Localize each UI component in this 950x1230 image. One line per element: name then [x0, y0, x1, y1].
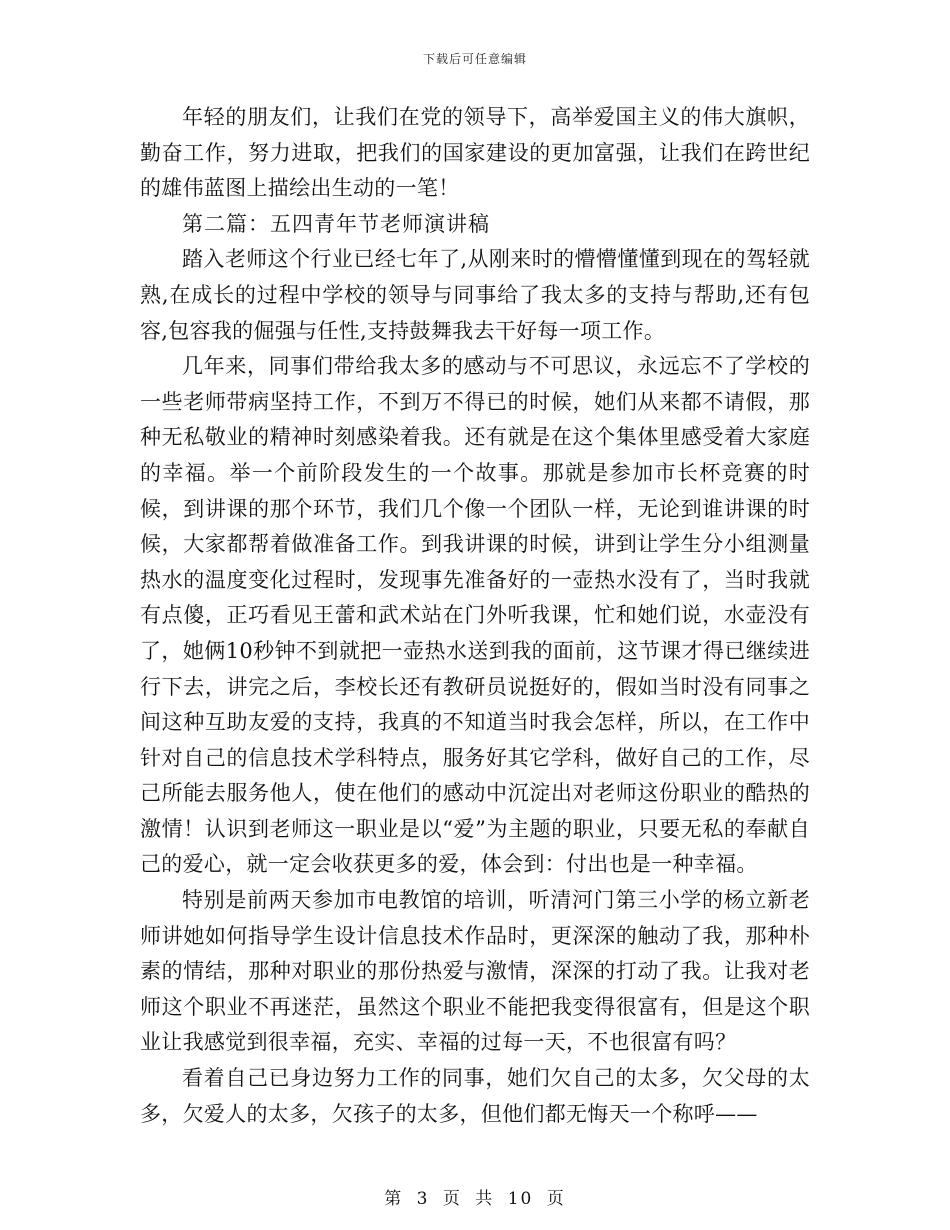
page-header: 下载后可任意编辑	[422, 52, 527, 66]
footer-page-number: 3	[416, 1189, 430, 1209]
footer-page-unit: 页	[442, 1189, 462, 1209]
footer-total-word: 共	[475, 1189, 495, 1209]
section-heading: 第二篇：五四青年节老师演讲稿	[182, 211, 490, 236]
footer-suffix: 页	[546, 1189, 566, 1209]
paragraph: 几年来，同事们带给我太多的感动与不可思议，永远忘不了学校的一些老师带病坚持工作，不到万不得已的时候，她们从来都不请假，那种无私敬业的精神时刻感染着我。还有就是在这个集体里感受着大家庭的幸福。举一个前阶段发生的一个故事。那就是参加市长杯竞赛的时候，到讲课的那个环节，我们几个像一个团队一样，无论到谁讲课的时候，大家都帮着做准备工作。到我讲课的时候，讲到让学生分小组测量热水的温度变化过程时，发现事先准备好的一壶热水没有了，当时我就有点傻，正巧看见王蕾和武术站在门外听我课，忙和她们说，水壶没有了，她俩10秒钟不到就把一壶热水送到我的面前，这节课才得已继续进行下去，讲完之后，李校长还有教研员说挺好的，假如当时没有同事之间这种互助友爱的支持，我真的不知道当时我会怎样，所以，在工作中针对自己的信息技术学科特点，服务好其它学科，做好自己的工作，尽己所能去服务他人，使在他们的感动中沉淀出对老师这份职业的酷热的激情！认识到老师这一职业是以“爱”为主题的职业，只要无私的奉献自己的爱心，就一定会收获更多的爱，体会到：付出也是一种幸福。	[140, 354, 810, 877]
paragraph: 特别是前两天参加市电教馆的培训，听清河门第三小学的杨立新老师讲她如何指导学生设计信息技术作品时，更深深的触动了我，那种朴素的情结，那种对职业的那份热爱与激情，深深的打动了我。让我对老师这个职业不再迷茫，虽然这个职业不能把我变得很富有，但是这个职业让我感觉到很幸福，充实、幸福的过每一天，不也很富有吗？	[140, 888, 810, 1055]
paragraph: 踏入老师这个行业已经七年了,从刚来时的懵懵懂懂到现在的驾轻就熟,在成长的过程中学校的领导与同事给了我太多的支持与帮助,还有包容,包容我的倔强与任性,支持鼓舞我去干好每一项工作。	[140, 247, 810, 343]
footer-total-pages: 10	[507, 1189, 534, 1209]
paragraph: 年轻的朋友们，让我们在党的领导下，高举爱国主义的伟大旗帜，勤奋工作，努力进取，把我们的国家建设的更加富强，让我们在跨世纪的雄伟蓝图上描绘出生动的一笔！	[140, 105, 810, 201]
footer-prefix: 第	[384, 1189, 404, 1209]
document-body	[140, 100, 810, 1132]
page-footer	[0, 1184, 950, 1209]
paragraph: 看着自己已身边努力工作的同事，她们欠自己的太多，欠父母的太多，欠爱人的太多，欠孩子的太多，但他们都无悔天一个称呼——	[140, 1066, 810, 1126]
